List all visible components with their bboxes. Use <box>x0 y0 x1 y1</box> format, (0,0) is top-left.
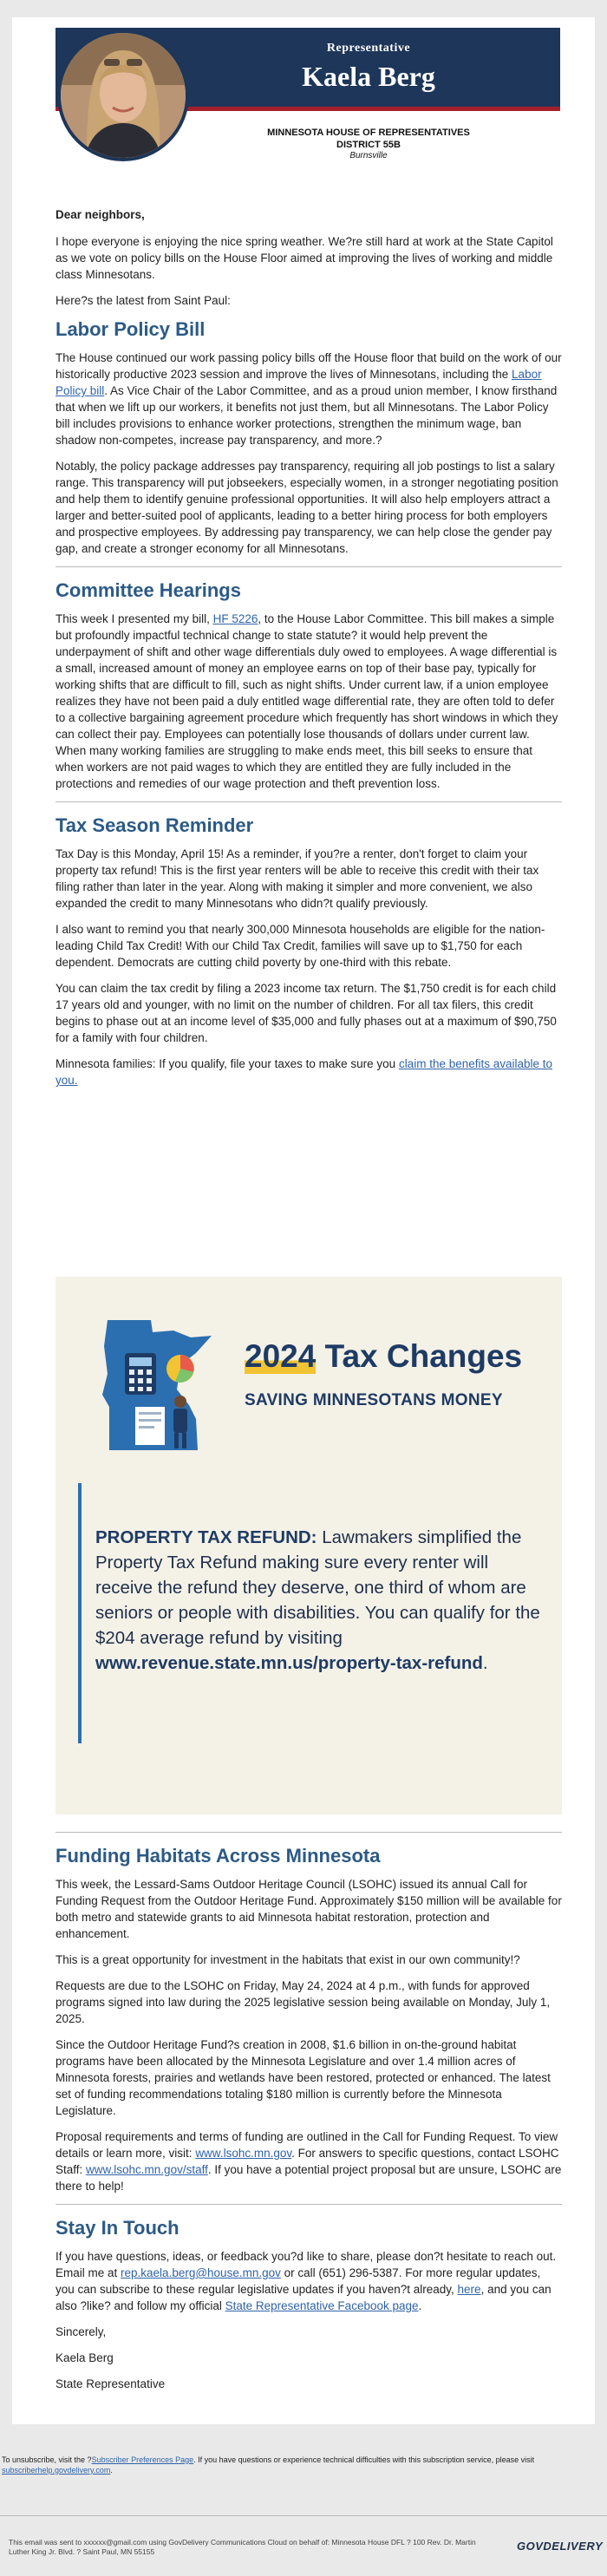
facebook-page-link[interactable]: State Representative Facebook page <box>225 2299 419 2312</box>
portrait-photo <box>57 29 189 161</box>
main-text-lower <box>55 1830 562 2402</box>
funding-p5-text: Proposal requirements and terms of funding are outlined in the Call for Funding Request. To view details or learn more, visit: <box>55 2130 558 2160</box>
tax-paragraph-2: I also want to remind you that nearly 300,000 Minnesota households are eligible for the nation-leading Child Tax Credit! With our Child Tax Credit, families will save up to $1,750 for each dependent. Democrats are cutting child poverty by one-third with this rebate. <box>55 923 545 969</box>
divider <box>55 566 562 567</box>
footer-text-2: . If you have questions or experience technical difficulties with this subscription service, please visit <box>193 2455 535 2464</box>
labor-paragraph-1 <box>55 350 562 448</box>
city-name: Burnsville <box>349 151 388 160</box>
labor-p1-text-end: . As Vice Chair of the Labor Committee, and as a proud union member, I know firsthand that when we lift up our workers, it benefits not just them, but all Minnesotans. The Labor Policy bill includes provisions to enhance worker protections, strengthen the minimum wage, ban shadow non-competes, increase pay transparency, and more.? <box>55 384 558 447</box>
chamber-district <box>177 127 560 151</box>
footer-text: To unsubscribe, visit the ? <box>2 2455 92 2464</box>
header-subtitle: Representative <box>326 42 411 55</box>
claim-benefits-link[interactable]: claim the benefits available to you. <box>55 1057 553 1087</box>
newsletter-card <box>12 17 595 2424</box>
funding-p5-text-3: . If you have a potential project proposal but are unsure, LSOHC are there to help! <box>55 2163 562 2193</box>
funding-paragraph-2: This is a great opportunity for investment in the habitats that exist in our own community!? <box>55 1953 520 1966</box>
unsubscribe-notice <box>0 2455 607 2475</box>
funding-paragraph-5 <box>55 2128 562 2194</box>
hf-5226-link[interactable]: HF 5226 <box>212 612 258 625</box>
lsohc-staff-link[interactable]: www.lsohc.mn.gov/staff <box>86 2163 208 2176</box>
funding-heading: Funding Habitats Across Minnesota <box>55 1845 381 1867</box>
infographic-end: . <box>482 1653 488 1673</box>
divider <box>55 2204 562 2205</box>
infographic-accent-bar <box>78 1483 82 1743</box>
labor-policy-bill-link[interactable]: Labor Policy bill <box>55 368 542 397</box>
funding-p5-text-2: . For answers to specific questions, contact LSOHC Staff: <box>55 2147 559 2176</box>
contact-paragraph <box>55 2248 562 2314</box>
tax-heading: Tax Season Reminder <box>55 814 254 836</box>
header-name: Kaela Berg <box>302 61 435 92</box>
infographic-lead: PROPERTY TAX REFUND: <box>95 1527 317 1547</box>
tax-changes-infographic <box>55 1277 562 1814</box>
labor-paragraph-2: Notably, the policy package addresses pay transparency, requiring all job postings to list a salary range. This transparency will put jobseekers, especially women, in a stronger negotiating position and help them to identify genuine professional opportunities. It will also help employers attract a larger and better-suited pool of applicants, leading to a better hiring process for both employers and prospective employees. By addressing pay transparency, we can help close the gender pay gap, and create a stronger economy for all Minnesotans. <box>55 460 558 555</box>
infographic-year: 2024 <box>245 1338 317 1374</box>
labor-heading: Labor Policy Bill <box>55 318 206 340</box>
closing: Sincerely, <box>55 2325 107 2338</box>
signature-title: State Representative <box>55 2377 166 2390</box>
footer-text-3: . <box>110 2466 113 2475</box>
signature-name: Kaela Berg <box>55 2351 114 2364</box>
infographic-body-text: Lawmakers simplified the Property Tax Refund making sure every renter will receive the refund they deserve, one third of whom are seniors or people with disabilities. You can qualify for the $204 average refund by visiting <box>95 1527 540 1648</box>
infographic-title-text: Tax Changes <box>316 1338 523 1374</box>
funding-paragraph-4: Since the Outdoor Heritage Fund?s creation in 2008, $1.6 billion in on-the-ground habitat programs have been allocated by the Minnesota Legislature and over 1.4 million acres of Minnesota forests, prairies and wetlands have been restored, protected or enhanced. The latest set of funding recommendations totaling $180 million is currently before the Minnesota Legislature. <box>55 2038 551 2117</box>
committee-text-end: , to the House Labor Committee. This bill makes a simple but profoundly impactful technical change to state statute? it would help prevent the underpayment of shift and other wage differentials duly owed to employees. A wage differential is a small, increased amount of money an employee earns on top of their base pay, typically for working shifts that are difficult to fill, such as night shifts. Under current law, if a union employee realizes they have not been paid a duly entitled wage differential rate, they are often told to defer to a collective bargaining agreement procedure which frequently has short windows in which they can collect their pay. Employees can potentially lose thousands of dollars under current law. When many working families are struggling to make ends meet, this bill seeks to ensure that when workers are not paid wages to which they are entitled they are fully included in the protections and remedies of our wage protection and theft prevention loss. <box>55 612 558 790</box>
committee-text: This week I presented my bill, <box>55 612 213 625</box>
contact-heading: Stay In Touch <box>55 2217 179 2239</box>
sender-notice: This email was sent to xxxxxx@gmail.com using GovDelivery Communications Cloud on behalf of: Minnesota House DFL ? 100 Rev. Dr. Martin Luther King Jr. Blvd. ? Saint Paul, MN 55155 <box>9 2538 476 2556</box>
main-text-upper <box>55 206 562 1098</box>
greeting: Dear neighbors, <box>55 208 145 221</box>
lsohc-link[interactable]: www.lsohc.mn.gov <box>195 2147 292 2160</box>
infographic-title <box>245 1337 522 1376</box>
divider <box>55 1832 562 1833</box>
committee-paragraph <box>55 611 562 792</box>
funding-paragraph-3: Requests are due to the LSOHC on Friday, May 24, 2024 at 4 p.m., with funds for approved programs signed into law during the 2025 legislative session being available on Monday, July 1, 2025. <box>55 1979 551 2025</box>
tax-p4-text: Minnesota families: If you qualify, file your taxes to make sure you <box>55 1057 399 1070</box>
subscriber-help-link[interactable]: subscriberhelp.govdelivery.com <box>2 2466 111 2475</box>
subscriber-preferences-link[interactable]: Subscriber Preferences Page <box>91 2455 194 2464</box>
infographic-body <box>95 1525 541 1676</box>
chamber-name: MINNESOTA HOUSE OF REPRESENTATIVES <box>267 127 470 138</box>
email-link[interactable]: rep.kaela.berg@house.mn.gov <box>121 2266 281 2279</box>
infographic-url: www.revenue.state.mn.us/property-tax-refund <box>95 1653 483 1673</box>
contact-text-3: , and you can also ?like? and follow my official <box>55 2283 552 2312</box>
footer-divider <box>0 2515 607 2516</box>
minnesota-map-icon <box>90 1311 229 1459</box>
contact-text-2: or call (651) 296-5387. For more regular updates, you can subscribe to these regular legislative updates if you haven?t already, <box>55 2266 541 2296</box>
divider <box>55 801 562 802</box>
funding-paragraph-1: This week, the Lessard-Sams Outdoor Heritage Council (LSOHC) issued its annual Call for Funding Request from the Outdoor Heritage Fund. Approximately $150 million will be available for both metro and statewide grants to aid Minnesota habitat restoration, protection and enhancement. <box>55 1878 562 1940</box>
labor-p1-text: The House continued our work passing policy bills off the House floor that build on the work of our historically productive 2023 session and improve the lives of Minnesotans, including the <box>55 351 562 381</box>
committee-heading: Committee Hearings <box>55 579 241 601</box>
tax-paragraph-3: You can claim the tax credit by filing a 2023 income tax return. The $1,750 credit is for each child 17 years old and younger, with no limit on the number of children. For all tax filers, this credit begins to phase out at an income level of $35,000 and fully phases out at a maximum of $90,750 for a family with four children. <box>55 982 557 1044</box>
contact-text-4: . <box>418 2299 422 2312</box>
intro-paragraph: I hope everyone is enjoying the nice spring weather. We?re still hard at work at the State Capitol as we vote on policy bills on the House Floor aimed at improving the lives of working and middle class Minnesotans. <box>55 235 553 281</box>
infographic-subtitle: SAVING MINNESOTANS MONEY <box>245 1391 503 1409</box>
intro-lead-in: Here?s the latest from Saint Paul: <box>55 294 231 307</box>
tax-paragraph-1: Tax Day is this Monday, April 15! As a reminder, if you?re a renter, don't forget to claim your property tax refund! This is the first year renters will be able to receive this credit with their tax filing rather than later in the year. Along with making it simpler and more convenient, we also expanded the credit to many Minnesotans who didn?t qualify previously. <box>55 847 539 910</box>
subscribe-here-link[interactable]: here <box>457 2283 481 2296</box>
portrait-illustration <box>61 33 186 158</box>
contact-text: If you have questions, ideas, or feedback you?d like to share, please don?t hesitate to reach out. Email me at <box>55 2250 557 2279</box>
district-name: DISTRICT 55B <box>336 140 401 150</box>
tax-paragraph-4 <box>55 1056 562 1089</box>
govdelivery-logo[interactable]: GOVDELIVERY <box>517 2540 604 2553</box>
